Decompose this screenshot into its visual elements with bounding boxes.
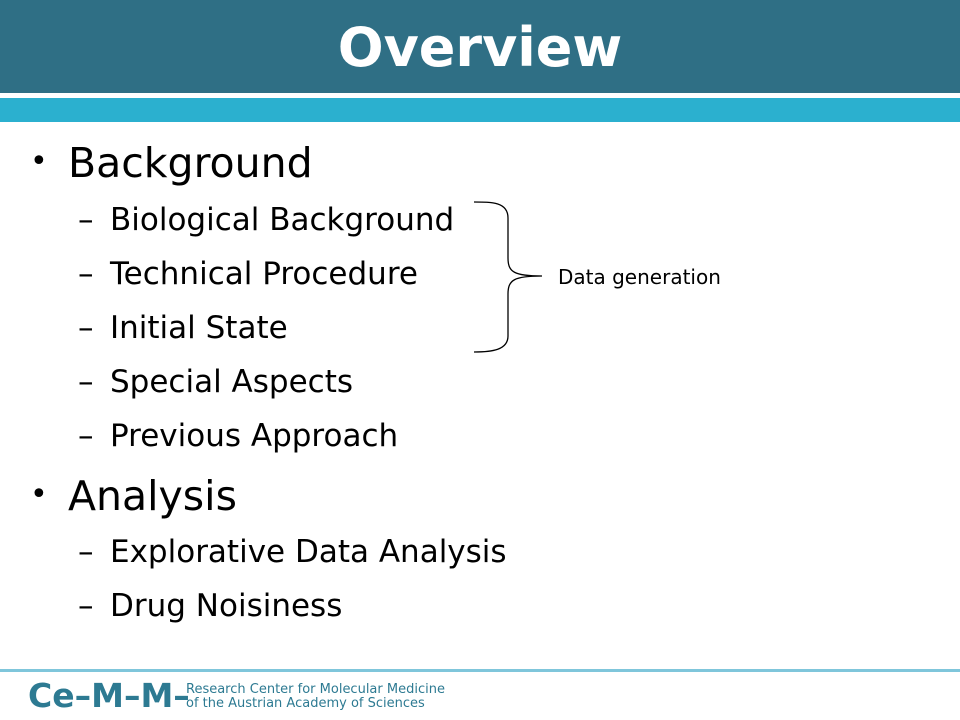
subitem-label: Biological Background — [110, 202, 455, 238]
subitem-special-aspects — [78, 362, 353, 402]
subitem-label: Special Aspects — [110, 364, 354, 400]
subitem-label: Initial State — [110, 310, 288, 346]
bullet-analysis — [30, 470, 237, 521]
dash: – — [78, 418, 94, 454]
footer-divider — [0, 669, 960, 672]
subitem-label: Previous Approach — [110, 418, 399, 454]
logo-line-2: of the Austrian Academy of Sciences — [186, 696, 425, 711]
dash: – — [78, 534, 94, 570]
dash: – — [78, 256, 94, 292]
dash: – — [78, 364, 94, 400]
dash: – — [78, 588, 94, 624]
bullet-background — [30, 137, 313, 188]
bullet-dot: • — [30, 477, 48, 512]
dash: – — [78, 202, 94, 238]
bullet-label: Analysis — [68, 472, 237, 520]
logo-line-1: Research Center for Molecular Medicine — [186, 682, 445, 697]
slide-title: Overview — [337, 16, 623, 79]
subitem-initial-state — [78, 308, 288, 348]
subitem-label: Technical Procedure — [110, 256, 418, 292]
curly-brace — [470, 198, 550, 358]
subitem-biological-background — [78, 200, 454, 240]
cemm-logo-text — [186, 683, 445, 711]
subitem-explorative-data-analysis — [78, 532, 507, 572]
subitem-label: Drug Noisiness — [110, 588, 343, 624]
subitem-previous-approach — [78, 416, 398, 456]
subitem-label: Explorative Data Analysis — [110, 534, 507, 570]
bullet-label: Background — [68, 139, 313, 187]
cemm-logo: Ce–M–M– — [28, 676, 190, 715]
annotation-data-generation: Data generation — [558, 265, 721, 289]
bullet-dot: • — [30, 144, 48, 179]
dash: – — [78, 310, 94, 346]
subitem-drug-noisiness — [78, 586, 342, 626]
subitem-technical-procedure — [78, 254, 418, 294]
